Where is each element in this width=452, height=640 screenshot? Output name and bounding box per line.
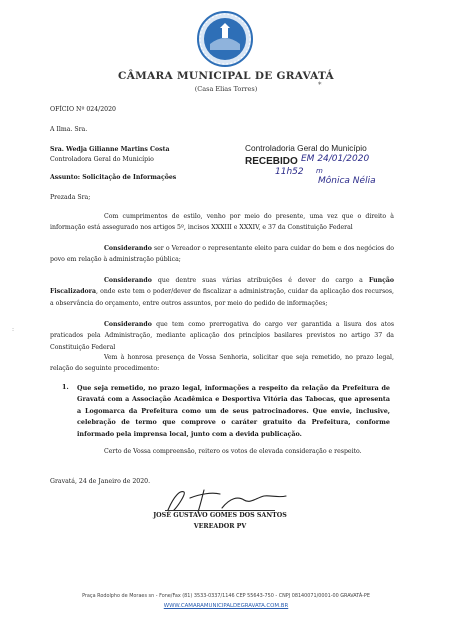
paragraph-text: que tem como prerrogativa do cargo ver garantida a lisura dos atos praticados pela Administração, mediante aplicação dos princípios basilares previstos no artigo 37 da Constituição Federal [50,321,394,351]
paragraph-considerando-1 [50,243,394,266]
recipient-role: Controladora Geral do Município [50,156,154,163]
paragraph-considerando-2 [50,275,394,309]
salutation-to: A Ilma. Sra. [50,126,88,133]
scan-mark: : [12,326,15,333]
recipient-name: Sra. Wedja Gilianne Martins Costa [50,146,170,153]
footer-website-link[interactable]: WWW.CAMARAMUNICIPALDEGRAVATA.COM.BR [163,603,289,609]
subject-line: Assunto: Solicitação de Informações [50,174,177,181]
considerando-keyword: Considerando [104,321,152,328]
closing-paragraph: Certo de Vossa compreensão, reitero os votos de elevada consideração e respeito. [104,448,362,455]
paragraph-request: Vem à honrosa presença de Vossa Senhoria, solicitar que seja remetido, no prazo legal, relação do seguinte procedimento: [50,354,394,373]
item-number: 1. [62,383,69,391]
signature-line [165,510,275,511]
stamp-hand-date: EM 24/01/2020 [301,154,370,164]
institution-title: CÂMARA MUNICIPAL DE GRAVATÁ [118,70,334,82]
considerando-keyword: Considerando [104,245,152,252]
considerando-keyword: Considerando [104,277,152,284]
stamp-hand-time: 11h52 [275,167,304,177]
paragraph-text: , onde este tem o poder/dever de fiscalizar a administração, cuidar da aplicação dos recursos, a observância do orçamento, entre outros assuntos, por meio do pedido de informações; [50,288,394,307]
municipal-seal-logo [196,10,254,68]
funcao-fiscalizadora: Função Fiscalizadora [50,277,394,296]
paragraph-text: que dentre suas várias atribuições é dever do cargo a [151,277,369,284]
paragraph-intro: Com cumprimentos de estilo, venho por meio do presente, uma vez que o direito à informação está assegurado nos artigos 5º, incisos XXXIII e XXXIV, e 37 da Constituição Federal [50,213,394,232]
signer-name: JOSÉ GUSTAVO GOMES DOS SANTOS [153,512,287,519]
footer-address: Praça Rodolpho de Moraes sn - Fone/Fax (81) 3533-0337/1146 CEP 55643-750 - CNPJ 08140071/0001-00 GRAVATÁ-PE [82,593,370,599]
institution-subtitle: (Casa Elias Torres) [194,85,258,93]
oficio-number: OFÍCIO Nº 024/2020 [50,106,116,113]
paragraph-text: ser o Vereador o representante eleito para cuidar do bem e dos negócios do povo em relação à administração pública; [50,245,394,264]
stamp-hand-signature: Mônica Nélia [318,176,376,186]
item-text: Que seja remetido, no prazo legal, informações a respeito da relação da Prefeitura de Gravatá com a Associação Acadêmica e Desportiva Vitória das Tabocas, que apresenta a Logomarca da Prefeitura como um de seus patrocinadores. Que envie, inclusive, celebração de termo que comprove o caráter gratuito da Prefeitura, conforme informado pela imprensa local, junto com a devida publicação. [77,384,390,438]
greeting: Prezada Sra; [50,194,91,201]
paragraph-considerando-3 [50,319,394,353]
signer-role: VEREADOR PV [193,523,247,530]
header-mark: * [318,81,322,89]
stamp-hand-min: m [316,167,323,175]
stamp-org: Controladoria Geral do Município [245,143,367,153]
stamp-received-label: RECEBIDO [245,156,298,167]
date-line: Gravatá, 24 de Janeiro de 2020. [50,478,151,485]
